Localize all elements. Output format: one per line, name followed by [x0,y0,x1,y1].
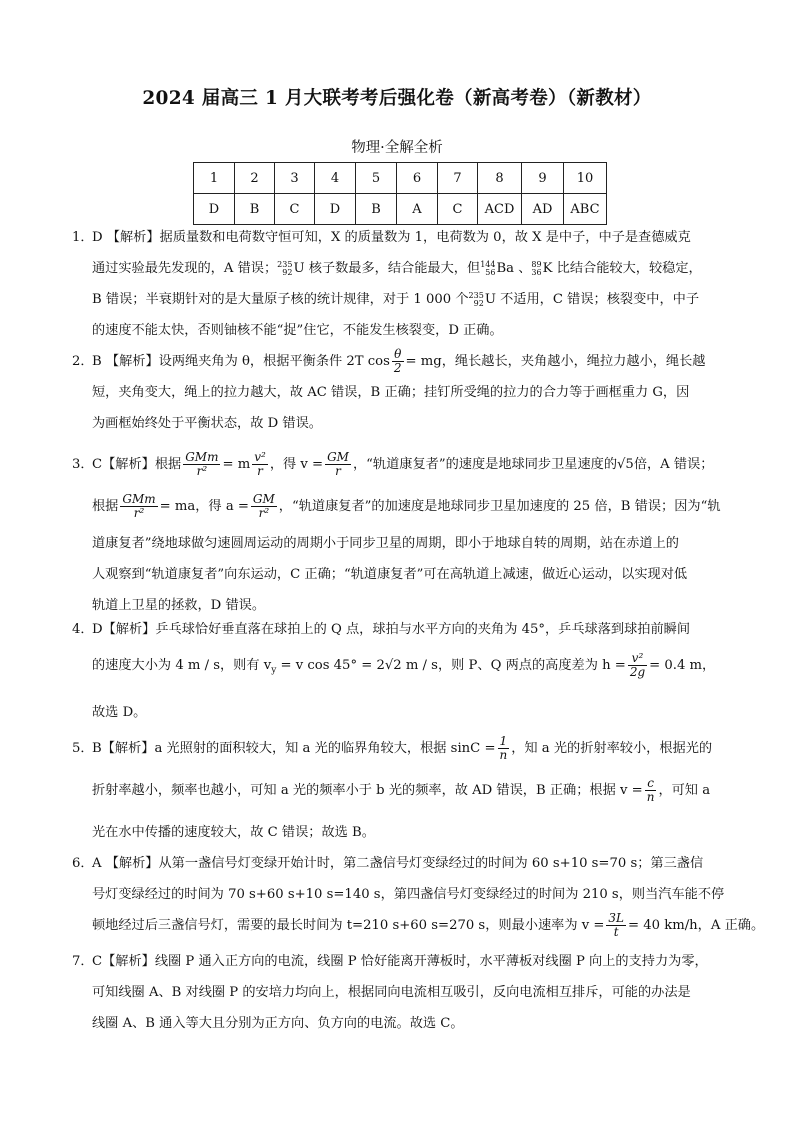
solution-text: U 不适用，C 错误；核裂变中，中子 [484,292,700,307]
solution-text: 可知线圈 A、B 对线圈 P 的安培力均向上，根据同向电流相互吸引，反向电流相互排斥，可能的办法是 [92,985,691,1000]
solution-text: = 0.4 m， [649,658,716,673]
solution-text: 道康复者”绕地球做匀速圆周运动的周期小于同步卫星的周期，即小于地球自转的周期，站在赤道上的 [92,536,679,551]
solution-text: ，可知 a [658,783,711,798]
solution-text: C【解析】根据 [92,457,182,472]
page-subtitle: 物理·全解全析 [351,140,443,156]
answer-table [193,162,607,225]
question-number: 5． [72,741,94,756]
solution-text: 倍，A 错误； [633,457,714,472]
table-cell-num: 6 [397,163,438,194]
solution-text: Ba 、 [496,261,532,276]
solution-text: 故选 D。 [92,704,147,720]
answer-table-numbers-row [194,163,607,194]
solution-text: B 错误；半衰期针对的是大量原子核的统计规律，对于 1 000 个 [92,292,469,307]
solution-text: 光在水中传播的速度较大，故 C 错误；故选 B。 [92,825,375,840]
fraction: $\frac{3L}{t}$ [608,911,625,939]
solution-text: 为画框始终处于平衡状态，故 D 错误。 [92,416,322,431]
solution-text: ，“轨道康复者”的速度是地球同步卫星速度的 [352,457,618,472]
isotope-u235: 235 92 [277,259,293,277]
solution-text: 号灯变绿经过的时间为 70 s+60 s+10 s=140 s，第四盏信号灯变绿经过的时间为 210 s，则当汽车能不停 [92,887,725,902]
solution-text: B 【解析】设两绳夹角为 θ，根据平衡条件 2T cos [92,354,390,369]
solution-text: 轨道上卫星的拯救，D 错误。 [92,598,266,613]
table-cell-answer: D [194,194,235,225]
solution-text: 根据 [92,499,119,514]
sqrt-fraction: $\frac{GM}{r}$ [327,450,349,478]
table-cell-num: 8 [478,163,522,194]
question-number: 4． [72,622,94,637]
solution-text: = mg，绳长越长，夹角越小，绳拉力越小，绳长越 [405,354,706,369]
fraction: $\frac{\text{GMm}}{\text{r²}}$ [185,450,219,478]
table-cell-num: 2 [235,163,275,194]
table-cell-answer: C [275,194,315,225]
page-title: 2024 届高三 1 月大联考考后强化卷（新高考卷）（新教材） [142,88,652,109]
table-cell-num: 5 [356,163,397,194]
isotope-k89: 89 36 [531,259,542,277]
question-number: 2． [72,354,94,369]
fraction: $\frac{\text{v²}}{2g}$ [629,651,646,679]
fraction: $\frac{\text{v²}}{r}$ [254,450,266,478]
question-number: 3． [72,457,94,472]
solution-text: 短，夹角变大，绳上的拉力越大，故 AC 错误，B 正确；挂钉所受绳的拉力的合力等于画框重力 G，因 [92,385,690,400]
table-cell-num: 7 [438,163,478,194]
fraction: $\frac{\text{GMm}}{\text{r²}}$ [122,492,156,520]
solution-6 [72,848,765,941]
table-cell-answer: A [397,194,438,225]
solution-text: ，得 v = [269,457,324,472]
table-cell-answer: AD [522,194,564,225]
isotope-ba144: 144 56 [480,259,496,277]
fraction: $\frac{1}{n}$ [499,734,508,762]
solution-text: A 【解析】从第一盏信号灯变绿开始计时，第二盏信号灯变绿经过的时间为 60 s+10 s=70 s；第三盏信 [92,856,704,871]
table-cell-answer: B [235,194,275,225]
answer-table-answers-row [194,194,607,225]
solution-7 [72,946,726,1039]
sqrt-five: √5 [617,457,634,472]
solution-text: 人观察到“轨道康复者”向东运动，C 正确；“轨道康复者”可在高轨道上减速，做近心运动，以实现对低 [92,567,688,582]
question-number: 1． [72,230,94,245]
table-cell-answer: C [438,194,478,225]
solution-text: = 40 km/h，A 正确。 [628,918,765,933]
question-number: 7． [72,954,94,969]
fraction: $\frac{GM}{\text{r²}}$ [252,492,275,520]
fraction: $\frac{c}{n}$ [646,776,655,804]
solution-text: D【解析】乒乓球恰好垂直落在球拍上的 Q 点，球拍与水平方向的夹角为 45°，乒乓球落到球拍前瞬间 [92,622,691,637]
solution-1 [72,222,726,346]
solution-text: U 核子数最多，结合能最大，但 [293,261,481,276]
isotope-u235: 235 92 [468,290,484,308]
table-cell-answer: ACD [478,194,522,225]
table-cell-answer: B [356,194,397,225]
solution-text: = m [222,457,251,472]
table-cell-answer: D [315,194,356,225]
table-cell-num: 9 [522,163,564,194]
solution-text: 通过实验最先发现的，A 错误； [92,261,278,276]
solution-5 [72,728,726,854]
solution-text: 线圈 A、B 通入等大且分别为正方向、负方向的电流。故选 C。 [92,1016,464,1031]
solution-text: 的速度不能太快，否则铀核不能“捉”住它，不能发生核裂变，D 正确。 [92,323,503,338]
solution-text: 折射率越小，频率也越小，可知 a 光的频率小于 b 光的频率，故 AD 错误，B 正确；根据 v = [92,783,643,798]
solution-text: C【解析】线圈 P 通入正方向的电流，线圈 P 恰好能离开薄板时，水平薄板对线圈 P 向上的支持力为零， [92,954,708,969]
table-cell-num: 3 [275,163,315,194]
solution-text: 顿地经过后三盏信号灯，需要的最长时间为 t=210 s+60 s=270 s，则最小速率为 v = [92,918,605,933]
solution-4: 4．D【解析】乒乓球恰好垂直落在球拍上的 Q 点，球拍与水平方向的夹角为 45°，乒乓球落到球拍前瞬间 的速度大小为 4 m / s，则有 $v_y = v$ cos 45° = 2√2 m / s，则 P、Q 两点的高度差为 h = $\frac{\text{v²}}{2g}$ = 0.4 m， 故选 D。 [72,614,726,734]
solution-text: = ma，得 a = [159,499,249,514]
table-cell-answer: ABC [564,194,607,225]
table-cell-num: 10 [564,163,607,194]
solution-text: K 比结合能较大，较稳定， [542,261,702,276]
solution-2 [72,346,726,439]
fraction: $\frac{\theta}{2}$ [393,347,402,375]
solution-text: 的速度大小为 4 m / s，则有 v [92,658,272,673]
solution-text: B【解析】a 光照射的面积较大，知 a 光的临界角较大，根据 sinC = [92,741,496,756]
solution-text: D 【解析】据质量数和电荷数守恒可知，X 的质量数为 1，电荷数为 0，故 X 是中子，中子是查德威克 [92,230,691,245]
table-cell-num: 4 [315,163,356,194]
solution-3 [72,444,726,621]
solution-text: ，知 a 光的折射率较小，根据光的 [511,741,713,756]
solution-text: ，“轨道康复者”的加速度是地球同步卫星加速度的 25 倍，B 错误；因为“轨 [278,499,721,514]
solution-text: = v cos 45° = 2√2 m / s，则 P、Q 两点的高度差为 h = [276,658,626,673]
table-cell-num: 1 [194,163,235,194]
question-number: 6． [72,856,94,871]
